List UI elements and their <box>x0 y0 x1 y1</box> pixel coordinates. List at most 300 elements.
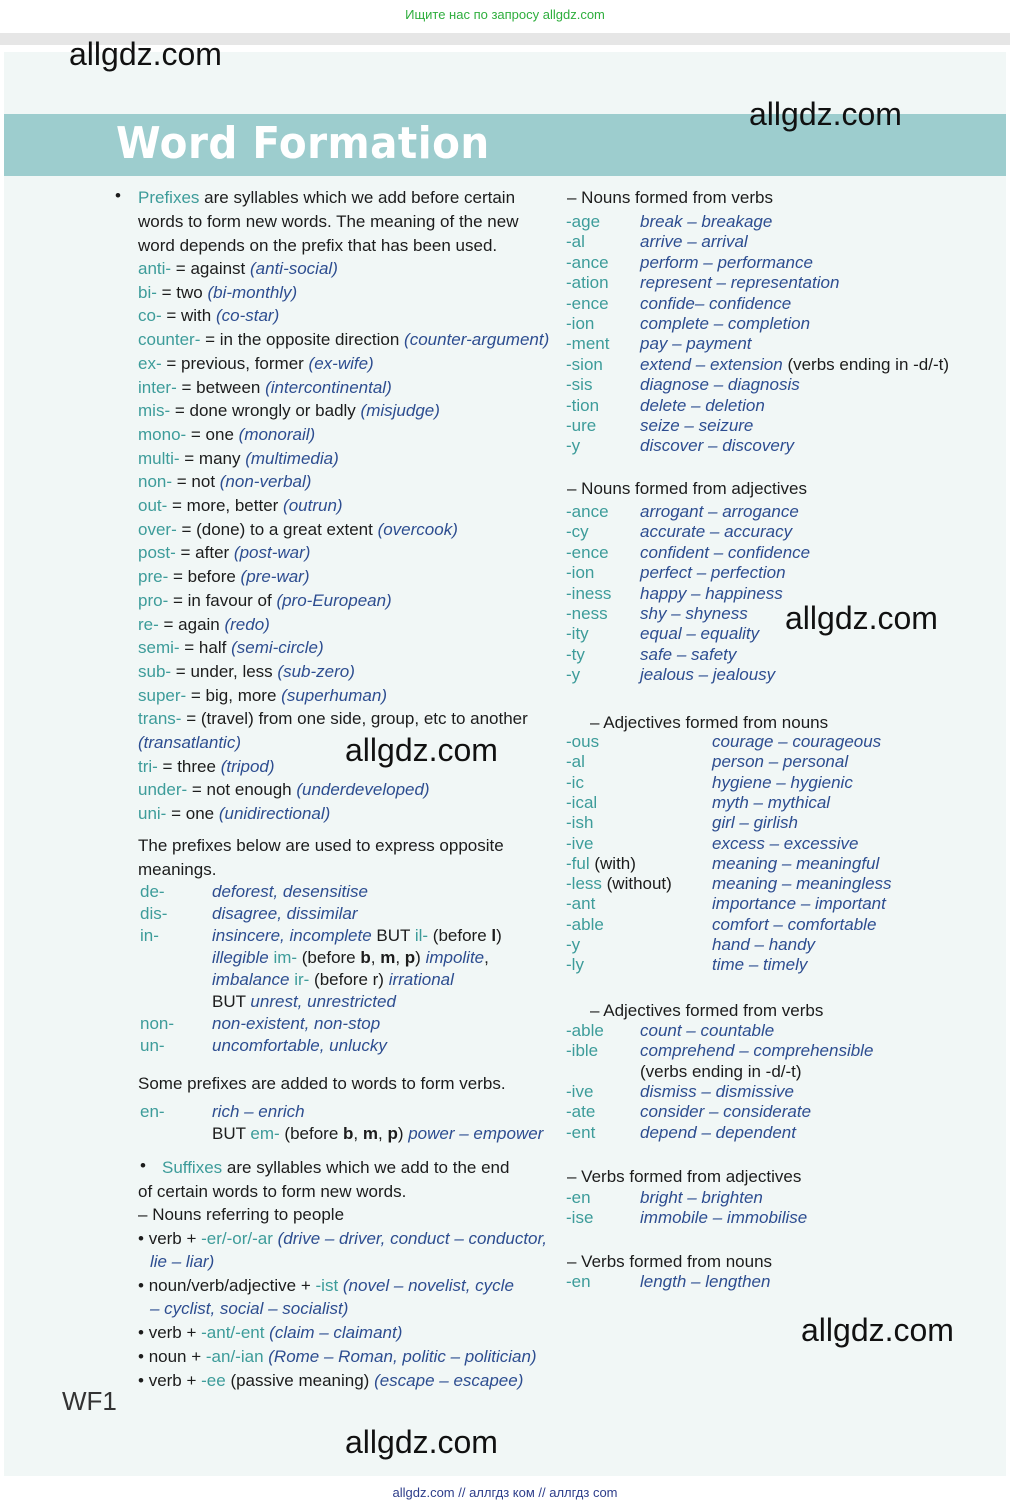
suffix: -er/-or/-ar <box>201 1229 273 1248</box>
example: (transatlantic) <box>138 733 241 752</box>
text: seize – seizure <box>640 416 754 435</box>
opposite-examples <box>212 926 502 946</box>
prefix: co- <box>138 306 162 326</box>
text: meaning – meaningful <box>712 853 880 873</box>
opposite-examples <box>212 882 368 902</box>
section-heading <box>590 1001 823 1021</box>
example <box>640 1021 774 1041</box>
suffix <box>566 396 599 416</box>
prefix: pro- <box>138 590 169 610</box>
suffix <box>566 645 585 665</box>
text: word depends on the prefix that has been used. <box>138 236 498 255</box>
example <box>640 375 800 395</box>
prefix: super- <box>138 685 187 705</box>
text: (with) <box>589 853 636 873</box>
watermark: allgdz.com <box>345 1424 498 1460</box>
prefix: non- <box>140 1014 175 1033</box>
prefixes-intro <box>138 212 518 232</box>
text: comfort – comfortable <box>712 914 877 934</box>
prefix-row <box>138 662 355 682</box>
prefix: in- <box>140 926 159 945</box>
people-row <box>138 1371 523 1391</box>
prefix-row <box>138 780 430 800</box>
suffix: -al <box>566 752 585 772</box>
text: m <box>380 948 396 967</box>
prefix: anti- <box>138 259 172 278</box>
prefix: ex- <box>138 353 162 373</box>
text: verb + <box>148 1323 202 1342</box>
bullet-icon: • <box>138 1347 149 1366</box>
text: (verbs ending in -d/-t) <box>782 354 950 374</box>
suffix: -ness <box>566 604 608 623</box>
text: hygiene – hygienic <box>712 772 853 792</box>
meaning: = in favour of <box>168 590 277 610</box>
suffix <box>566 624 589 644</box>
suffix: -able <box>566 1021 604 1040</box>
example <box>712 915 876 935</box>
prefix-row <box>138 425 315 445</box>
bullet-icon: • <box>138 1276 149 1295</box>
example <box>640 1188 763 1208</box>
text: The prefixes below are used to express opposite <box>138 836 504 855</box>
prefix: post- <box>138 543 176 563</box>
text: accurate – accuracy <box>640 522 793 542</box>
text: (verbs ending in -d/-t) <box>640 1061 802 1081</box>
example: (sub-zero) <box>277 661 355 681</box>
opposite-examples <box>212 1036 387 1056</box>
example <box>640 416 753 436</box>
example: (counter-argument) <box>404 330 550 350</box>
text: ) <box>415 948 426 967</box>
opposite-examples <box>212 1014 380 1034</box>
text: comprehend – comprehensible <box>640 1041 874 1061</box>
term: Prefixes <box>138 188 200 207</box>
example <box>712 935 815 955</box>
text: perfect – perfection <box>640 563 786 583</box>
suffix <box>566 665 580 685</box>
text: are syllables which we add before certain <box>199 188 516 207</box>
people-row <box>138 1276 514 1296</box>
suffix: -ful <box>566 853 590 873</box>
suffix <box>566 793 597 813</box>
suffixes-intro <box>138 1182 406 1202</box>
bullet-icon: • <box>138 1371 149 1390</box>
verbs-intro <box>138 1074 506 1094</box>
meaning: = again <box>158 614 225 634</box>
prefix-row <box>138 283 297 303</box>
suffix: -ion <box>566 563 595 583</box>
text: insincere, incomplete <box>212 926 372 945</box>
example <box>640 273 839 293</box>
suffix: -ment <box>566 334 610 354</box>
example: (superhuman) <box>281 685 387 705</box>
suffix <box>566 563 594 583</box>
text: equal – equality <box>640 624 760 644</box>
meaning: = half <box>179 638 232 658</box>
text: l <box>491 926 497 945</box>
example <box>640 1062 802 1082</box>
prefix: multi- <box>138 448 180 468</box>
example <box>640 232 748 252</box>
prefix-row <box>138 709 528 729</box>
example <box>712 813 798 833</box>
suffix: -less <box>566 874 602 894</box>
meaning: = under, less <box>171 661 278 681</box>
suffix: -y <box>566 665 581 685</box>
example <box>640 1041 873 1061</box>
text: BUT <box>371 926 415 945</box>
example <box>712 854 879 874</box>
text: , <box>370 948 381 967</box>
text: break – breakage <box>640 212 773 231</box>
text: dismiss – dismissive <box>640 1081 794 1101</box>
opposite-examples <box>212 970 454 990</box>
text: of certain words to form new words. <box>138 1182 407 1201</box>
text: courage – courageous <box>712 732 882 751</box>
example: (misjudge) <box>360 401 440 421</box>
suffix <box>566 894 595 914</box>
watermark: allgdz.com <box>345 732 498 768</box>
prefix: over- <box>138 519 177 539</box>
prefix-row <box>138 472 311 492</box>
suffix <box>566 752 585 772</box>
prefix-row <box>138 259 338 279</box>
text: (without) <box>601 874 672 894</box>
text: importance – important <box>712 894 886 914</box>
text: – Nouns formed from verbs <box>567 188 773 207</box>
watermark: allgdz.com <box>749 96 902 132</box>
example <box>640 294 791 314</box>
meaning: = not <box>172 472 220 492</box>
example <box>712 732 881 752</box>
prefix-row <box>138 330 549 350</box>
example <box>640 624 759 644</box>
text: Some prefixes are added to words to form verbs. <box>138 1074 506 1093</box>
meaning: = in the opposite direction <box>200 330 405 350</box>
term: Suffixes <box>162 1158 223 1177</box>
text: are syllables which we add to the end <box>222 1158 510 1177</box>
example: (drive – driver, conduct – conductor, <box>272 1229 547 1248</box>
example <box>640 1272 770 1292</box>
prefix-row <box>138 757 275 777</box>
suffix: -ence <box>566 293 609 313</box>
prefix: bi- <box>138 282 157 302</box>
text: person – personal <box>712 752 849 772</box>
text: perform – performance <box>640 252 813 272</box>
prefix: out- <box>138 496 168 515</box>
text: irrational <box>388 970 454 989</box>
text: myth – mythical <box>712 792 831 812</box>
suffix: -ance <box>566 502 609 521</box>
suffix: -ical <box>566 792 598 812</box>
suffix: -ise <box>566 1208 594 1228</box>
people-row <box>138 1347 537 1367</box>
text: , <box>377 1124 388 1143</box>
suffix: -ation <box>566 273 609 293</box>
suffix <box>566 416 596 436</box>
prefix-row <box>138 306 279 326</box>
meaning: = one <box>186 424 239 444</box>
meaning: = two <box>156 282 208 302</box>
example <box>640 563 786 583</box>
example: (pre-war) <box>240 567 310 587</box>
suffix <box>566 732 599 752</box>
example: (multimedia) <box>245 448 339 468</box>
suffix: -an/-ian <box>205 1347 264 1366</box>
opposite-prefix <box>140 1014 174 1034</box>
example: (escape – escapee) <box>374 1371 524 1390</box>
top-note: Ищите нас по запросу allgdz.com <box>405 7 605 22</box>
suffix: -ish <box>566 813 594 833</box>
meaning: = with <box>161 306 216 326</box>
prefix-row <box>138 449 339 469</box>
example <box>712 894 886 914</box>
example: (underdeveloped) <box>296 780 430 800</box>
example <box>640 1082 794 1102</box>
prefix-row <box>138 733 241 753</box>
example <box>640 522 792 542</box>
suffix <box>566 813 593 833</box>
prefix: mis- <box>138 401 171 421</box>
suffix: -al <box>566 232 585 252</box>
example: (monorail) <box>238 424 316 444</box>
suffix: -ant <box>566 894 596 914</box>
example: (unidirectional) <box>218 804 331 824</box>
text: words to form new words. The meaning of the new <box>138 212 519 231</box>
suffix <box>566 1082 593 1102</box>
people-row <box>138 1323 402 1343</box>
prefix-row <box>138 591 392 611</box>
suffix: -ent <box>566 1122 596 1142</box>
text: deforest, desensitise <box>212 882 368 901</box>
prefix-row <box>138 567 310 587</box>
example <box>712 752 848 772</box>
text: em- <box>250 1124 280 1143</box>
text: shy – shyness <box>640 604 748 623</box>
prefix-row <box>138 520 458 540</box>
example <box>712 874 892 894</box>
opposite-intro <box>138 836 504 856</box>
text: impolite <box>425 948 485 967</box>
example: (pro-European) <box>276 590 392 610</box>
prefix: under- <box>138 780 188 800</box>
example <box>640 253 813 273</box>
text: , <box>395 948 405 967</box>
text: , <box>353 1124 363 1143</box>
text: bright – brighten <box>640 1188 763 1207</box>
example <box>640 212 772 232</box>
section-heading <box>567 188 773 208</box>
prefix: mono- <box>138 424 187 444</box>
example: (novel – novelist, cycle <box>338 1276 514 1295</box>
suffix <box>566 955 584 975</box>
suffix <box>566 502 609 522</box>
example: (bi-monthly) <box>207 282 298 302</box>
text: disagree, dissimilar <box>212 904 358 923</box>
suffix: -ate <box>566 1102 596 1122</box>
prefix: uni- <box>138 804 167 824</box>
text: b <box>360 948 371 967</box>
text: verb + <box>148 1371 202 1390</box>
example: – cyclist, social – socialist) <box>150 1299 349 1318</box>
prefix-row <box>138 804 330 824</box>
text: – Nouns formed from adjectives <box>567 479 807 498</box>
text: il- <box>414 926 429 945</box>
suffix <box>566 543 609 563</box>
suffix <box>566 1102 595 1122</box>
bullet-icon: • <box>138 1229 149 1248</box>
bullet-icon: • <box>140 1156 146 1175</box>
suffix <box>566 834 593 854</box>
example <box>640 1102 811 1122</box>
text: diagnose – diagnosis <box>640 375 800 395</box>
bullet-icon: • <box>115 186 121 205</box>
suffix <box>566 375 592 395</box>
text: verb + <box>148 1229 202 1248</box>
opposite-examples <box>212 904 358 924</box>
text: power – empower <box>408 1124 544 1143</box>
meaning: = many <box>179 448 246 468</box>
meaning: = between <box>176 377 266 397</box>
text: consider – considerate <box>640 1102 812 1122</box>
text: ) <box>397 1124 409 1143</box>
suffix: -en <box>566 1272 591 1291</box>
text: extend – extension <box>640 354 783 374</box>
suffix: -ible <box>566 1041 599 1061</box>
suffix <box>566 1021 604 1041</box>
example <box>640 436 794 456</box>
text: – Adjectives formed from nouns <box>590 713 829 732</box>
suffix <box>566 1188 591 1208</box>
text: arrogant – arrogance <box>640 502 799 521</box>
suffix <box>566 294 609 314</box>
suffix: -ly <box>566 955 584 975</box>
text: Nouns referring to people <box>152 1205 345 1224</box>
text: uncomfortable, unlucky <box>212 1036 387 1055</box>
suffix <box>566 604 608 624</box>
prefix: en- <box>140 1102 165 1121</box>
meaning: = (travel) from one side, group, etc to another <box>181 709 528 729</box>
opposite-prefix <box>140 904 167 924</box>
prefixes-intro <box>138 188 515 208</box>
prefix: de- <box>140 882 165 901</box>
suffix: -ive <box>566 833 594 853</box>
example <box>640 396 765 416</box>
people-row <box>150 1252 214 1272</box>
meaning: = done wrongly or badly <box>170 401 361 421</box>
suffix: -tion <box>566 395 600 415</box>
suffix: -ant/-ent <box>201 1323 265 1342</box>
suffix: -age <box>566 212 601 231</box>
text: (before r) <box>309 970 389 989</box>
opposite-prefix <box>140 926 159 946</box>
text: immobile – immobilise <box>640 1208 808 1228</box>
example <box>640 314 810 334</box>
watermark: allgdz.com <box>69 36 222 72</box>
suffix: -ist <box>315 1276 339 1295</box>
section-heading <box>567 1167 801 1187</box>
suffix <box>566 1041 598 1061</box>
example: (non-verbal) <box>219 472 312 492</box>
prefix: non- <box>138 472 173 492</box>
suffix <box>566 874 672 894</box>
example <box>712 834 858 854</box>
example <box>640 1123 796 1143</box>
page-title: Word Formation <box>116 118 490 169</box>
suffix <box>566 436 580 456</box>
opposite-prefix <box>140 882 165 902</box>
example <box>640 665 775 685</box>
example <box>712 793 830 813</box>
suffix: -ic <box>566 772 584 792</box>
suffixes-intro <box>162 1158 509 1178</box>
suffix: -ity <box>566 624 589 644</box>
example: (overcook) <box>377 519 458 539</box>
meaning: = more, better <box>167 496 284 515</box>
text: depend – dependent <box>640 1122 796 1142</box>
watermark: allgdz.com <box>801 1312 954 1348</box>
text: confide– confidence <box>640 293 792 313</box>
dash: – <box>138 1205 153 1224</box>
text: complete – completion <box>640 314 811 333</box>
meaning: = one <box>166 804 219 824</box>
text: delete – deletion <box>640 395 765 415</box>
suffix <box>566 314 594 334</box>
example: (intercontinental) <box>265 377 392 397</box>
prefix-row <box>138 354 374 374</box>
meaning: = against <box>171 259 250 278</box>
text: illegible <box>212 948 274 967</box>
text: – Verbs formed from adjectives <box>567 1167 802 1186</box>
section-heading <box>590 713 828 733</box>
footer: allgdz.com // аллгдз ком // аллгдз com <box>392 1485 618 1500</box>
text: noun + <box>148 1347 206 1366</box>
text: (passive meaning) <box>225 1371 375 1390</box>
suffix: -cy <box>566 522 589 542</box>
example <box>640 1208 807 1228</box>
text: meanings. <box>138 860 217 879</box>
prefix-row <box>138 378 392 398</box>
opposite-examples <box>212 992 396 1012</box>
text: safe – safety <box>640 644 737 664</box>
section-heading <box>567 1252 772 1272</box>
text: length – lengthen <box>640 1272 771 1291</box>
suffix: -able <box>566 914 604 934</box>
suffix <box>566 273 609 293</box>
example <box>640 334 752 354</box>
text: p <box>404 948 416 967</box>
prefix-row <box>138 638 324 658</box>
text: ir- <box>294 970 310 989</box>
prefix: inter- <box>138 377 177 397</box>
suffix <box>566 1208 593 1228</box>
example <box>712 955 807 975</box>
suffix: -sis <box>566 375 593 395</box>
suffix: -y <box>566 436 581 456</box>
text: im- <box>273 948 298 967</box>
text: count – countable <box>640 1021 775 1040</box>
suffix: -ty <box>566 644 585 664</box>
text: jealous – jealousy <box>640 665 776 685</box>
suffix <box>566 773 584 793</box>
text: discover – discovery <box>640 436 795 456</box>
text: (before <box>279 1124 344 1143</box>
example: (claim – claimant) <box>264 1323 403 1342</box>
suffix <box>566 253 609 273</box>
suffix <box>566 935 580 955</box>
suffix <box>566 1272 591 1292</box>
prefix-row <box>138 496 343 516</box>
